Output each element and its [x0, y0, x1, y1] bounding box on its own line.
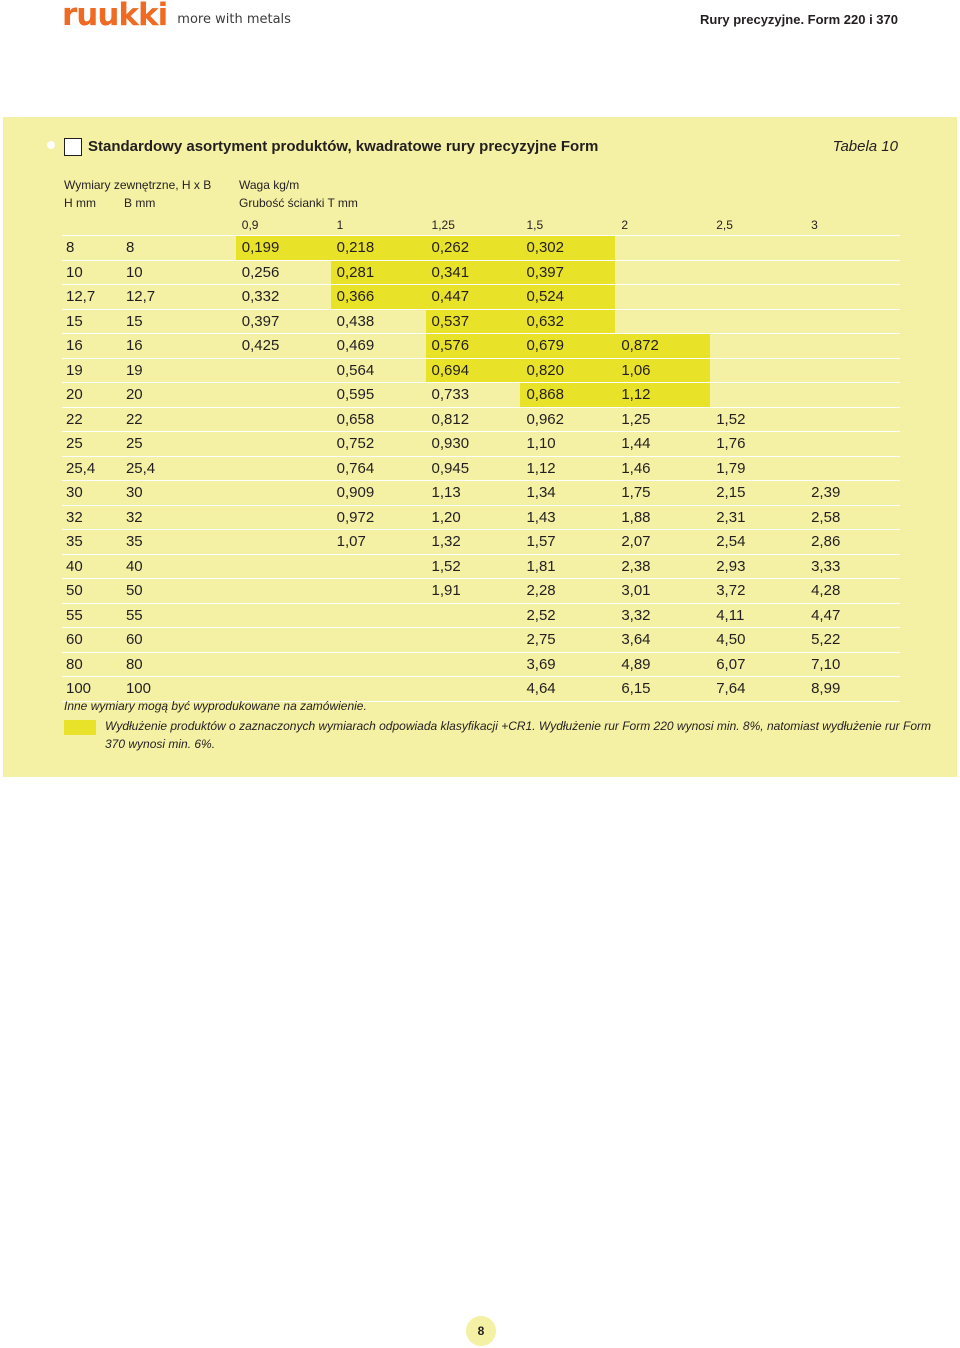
weight-cell: 1,12 [615, 383, 710, 408]
weight-cell [710, 309, 805, 334]
weight-cell: 0,632 [520, 309, 615, 334]
weight-cell: 2,38 [615, 554, 710, 579]
weight-cell [805, 334, 900, 359]
weight-cell [710, 236, 805, 261]
weight-cell: 1,79 [710, 456, 805, 481]
weight-cell [805, 407, 900, 432]
weight-cell: 2,28 [520, 579, 615, 604]
weight-cell: 1,76 [710, 432, 805, 457]
h-cell: 60 [62, 628, 120, 653]
weight-table [62, 215, 900, 702]
weight-cell: 8,99 [805, 677, 900, 702]
b-cell: 35 [120, 530, 236, 555]
weight-cell: 0,764 [331, 456, 426, 481]
weight-cell: 1,91 [426, 579, 521, 604]
ruukki-logo [62, 0, 291, 33]
weight-cell: 2,07 [615, 530, 710, 555]
weight-cell: 1,06 [615, 358, 710, 383]
table-row [62, 530, 900, 555]
table-row [62, 236, 900, 261]
weight-cell [236, 383, 331, 408]
table-row [62, 505, 900, 530]
highlight-legend-swatch [64, 720, 96, 735]
weight-cell: 0,595 [331, 383, 426, 408]
weight-cell: 2,75 [520, 628, 615, 653]
weight-cell: 1,25 [615, 407, 710, 432]
weight-cell [710, 383, 805, 408]
b-cell: 25,4 [120, 456, 236, 481]
weight-cell [426, 677, 521, 702]
weight-cell [805, 358, 900, 383]
weight-cell [236, 530, 331, 555]
b-cell: 25 [120, 432, 236, 457]
weight-cell [236, 407, 331, 432]
h-cell: 8 [62, 236, 120, 261]
weight-cell [710, 358, 805, 383]
thickness-header-cell: 0,9 [236, 215, 331, 236]
weight-cell [236, 677, 331, 702]
b-cell: 40 [120, 554, 236, 579]
weight-cell: 4,28 [805, 579, 900, 604]
empty-cell [120, 215, 236, 236]
weight-cell: 3,64 [615, 628, 710, 653]
weight-cell [805, 236, 900, 261]
weight-cell: 0,576 [426, 334, 521, 359]
b-cell: 30 [120, 481, 236, 506]
weight-cell: 1,46 [615, 456, 710, 481]
weight-cell: 0,962 [520, 407, 615, 432]
h-cell: 30 [62, 481, 120, 506]
weight-cell: 5,22 [805, 628, 900, 653]
weight-cell: 0,972 [331, 505, 426, 530]
h-cell: 22 [62, 407, 120, 432]
weight-cell: 0,524 [520, 285, 615, 310]
h-cell: 19 [62, 358, 120, 383]
weight-cell: 2,31 [710, 505, 805, 530]
h-column-header: H mm [64, 196, 96, 210]
table-row [62, 456, 900, 481]
weight-cell: 1,57 [520, 530, 615, 555]
empty-cell [62, 215, 120, 236]
h-cell: 32 [62, 505, 120, 530]
thickness-header-cell: 1,25 [426, 215, 521, 236]
thickness-header-cell: 2,5 [710, 215, 805, 236]
weight-cell: 2,86 [805, 530, 900, 555]
weight-cell [331, 579, 426, 604]
weight-cell: 7,64 [710, 677, 805, 702]
weight-cell: 0,868 [520, 383, 615, 408]
weight-cell [615, 260, 710, 285]
weight-cell [805, 260, 900, 285]
weight-cell: 2,39 [805, 481, 900, 506]
weight-cell [236, 554, 331, 579]
weight-cell: 0,658 [331, 407, 426, 432]
thickness-header-cell: 3 [805, 215, 900, 236]
weight-cell: 3,01 [615, 579, 710, 604]
weight-cell [426, 603, 521, 628]
h-cell: 16 [62, 334, 120, 359]
weight-cell [805, 383, 900, 408]
weight-cell: 0,397 [520, 260, 615, 285]
b-cell: 12,7 [120, 285, 236, 310]
b-cell: 55 [120, 603, 236, 628]
weight-cell: 0,341 [426, 260, 521, 285]
weight-cell: 2,15 [710, 481, 805, 506]
table-label: Tabela 10 [832, 138, 898, 155]
table-row [62, 260, 900, 285]
section-title: Standardowy asortyment produktów, kwadratowe rury precyzyjne Form [88, 138, 599, 155]
weight-cell [331, 677, 426, 702]
weight-cell [710, 285, 805, 310]
weight-cell: 2,93 [710, 554, 805, 579]
weight-cell [236, 628, 331, 653]
weight-cell: 1,20 [426, 505, 521, 530]
h-cell: 50 [62, 579, 120, 604]
h-cell: 12,7 [62, 285, 120, 310]
weight-cell: 2,52 [520, 603, 615, 628]
weight-cell: 0,694 [426, 358, 521, 383]
table-row [62, 554, 900, 579]
weight-header: Waga kg/m [239, 178, 300, 192]
weight-cell [710, 334, 805, 359]
weight-cell: 1,12 [520, 456, 615, 481]
table-row [62, 628, 900, 653]
b-cell: 8 [120, 236, 236, 261]
weight-cell: 0,218 [331, 236, 426, 261]
highlight-legend-note: Wydłużenie produktów o zaznaczonych wymiarach odpowiada klasyfikacji +CR1. Wydłużenie rur Form 220 wynosi min. 8%, natomiast wydłużenie rur Form 370 wynosi min. 6%. [105, 719, 932, 751]
h-cell: 100 [62, 677, 120, 702]
weight-cell: 1,88 [615, 505, 710, 530]
table-row [62, 677, 900, 702]
weight-cell: 0,909 [331, 481, 426, 506]
table-row [62, 407, 900, 432]
weight-cell: 0,199 [236, 236, 331, 261]
weight-cell [805, 285, 900, 310]
weight-cell [615, 236, 710, 261]
weight-cell: 1,10 [520, 432, 615, 457]
weight-cell: 4,64 [520, 677, 615, 702]
weight-cell: 1,81 [520, 554, 615, 579]
document-title: Rury precyzyjne. Form 220 i 370 [700, 12, 898, 27]
h-cell: 25,4 [62, 456, 120, 481]
weight-cell [236, 505, 331, 530]
b-cell: 80 [120, 652, 236, 677]
weight-cell [426, 652, 521, 677]
b-cell: 22 [120, 407, 236, 432]
weight-cell: 0,752 [331, 432, 426, 457]
table-row [62, 285, 900, 310]
checkbox-icon [64, 138, 82, 156]
weight-cell: 1,43 [520, 505, 615, 530]
weight-cell: 0,733 [426, 383, 521, 408]
weight-cell [710, 260, 805, 285]
weight-cell: 0,397 [236, 309, 331, 334]
weight-cell: 0,302 [520, 236, 615, 261]
h-cell: 80 [62, 652, 120, 677]
weight-cell [236, 358, 331, 383]
weight-cell: 1,44 [615, 432, 710, 457]
table-row [62, 334, 900, 359]
table-row [62, 652, 900, 677]
weight-cell: 0,469 [331, 334, 426, 359]
weight-cell [805, 456, 900, 481]
weight-cell: 7,10 [805, 652, 900, 677]
weight-cell [615, 285, 710, 310]
weight-cell: 2,54 [710, 530, 805, 555]
weight-cell: 1,13 [426, 481, 521, 506]
table-row [62, 579, 900, 604]
weight-cell [426, 628, 521, 653]
weight-cell: 0,872 [615, 334, 710, 359]
weight-cell: 0,425 [236, 334, 331, 359]
weight-cell [331, 628, 426, 653]
weight-cell: 6,15 [615, 677, 710, 702]
weight-cell: 3,69 [520, 652, 615, 677]
weight-cell [236, 432, 331, 457]
b-cell: 20 [120, 383, 236, 408]
thickness-header-cell: 1,5 [520, 215, 615, 236]
weight-cell: 0,679 [520, 334, 615, 359]
weight-cell: 4,50 [710, 628, 805, 653]
dims-header: Wymiary zewnętrzne, H x B [64, 178, 212, 192]
logo-tagline: more with metals [177, 11, 291, 27]
weight-cell: 0,262 [426, 236, 521, 261]
weight-cell: 3,32 [615, 603, 710, 628]
bullet-icon [47, 141, 55, 149]
weight-cell: 0,332 [236, 285, 331, 310]
b-cell: 60 [120, 628, 236, 653]
thickness-header: Grubość ścianki T mm [239, 196, 358, 210]
weight-cell: 0,945 [426, 456, 521, 481]
weight-cell: 0,537 [426, 309, 521, 334]
table-row [62, 481, 900, 506]
b-cell: 32 [120, 505, 236, 530]
weight-cell: 1,52 [710, 407, 805, 432]
table-row [62, 358, 900, 383]
weight-cell [331, 652, 426, 677]
weight-cell [236, 603, 331, 628]
weight-cell: 2,58 [805, 505, 900, 530]
h-cell: 15 [62, 309, 120, 334]
b-cell: 19 [120, 358, 236, 383]
product-range-panel [3, 117, 957, 777]
b-cell: 15 [120, 309, 236, 334]
h-cell: 40 [62, 554, 120, 579]
weight-cell [805, 432, 900, 457]
weight-cell [236, 456, 331, 481]
weight-cell [236, 579, 331, 604]
weight-cell: 3,33 [805, 554, 900, 579]
weight-cell: 0,438 [331, 309, 426, 334]
b-cell: 50 [120, 579, 236, 604]
weight-cell: 0,564 [331, 358, 426, 383]
weight-cell: 3,72 [710, 579, 805, 604]
h-cell: 10 [62, 260, 120, 285]
weight-cell: 0,447 [426, 285, 521, 310]
h-cell: 55 [62, 603, 120, 628]
thickness-header-cell: 1 [331, 215, 426, 236]
weight-cell: 0,281 [331, 260, 426, 285]
weight-cell: 0,930 [426, 432, 521, 457]
weight-cell [615, 309, 710, 334]
other-sizes-note: Inne wymiary mogą być wyprodukowane na zamówienie. [64, 699, 367, 713]
b-cell: 16 [120, 334, 236, 359]
weight-cell: 0,366 [331, 285, 426, 310]
weight-cell: 1,32 [426, 530, 521, 555]
b-cell: 100 [120, 677, 236, 702]
weight-cell [331, 554, 426, 579]
table-row [62, 383, 900, 408]
weight-cell: 0,256 [236, 260, 331, 285]
logo-wordmark: ruukki [62, 0, 168, 33]
h-cell: 25 [62, 432, 120, 457]
weight-cell: 0,820 [520, 358, 615, 383]
weight-cell: 4,89 [615, 652, 710, 677]
weight-cell: 1,52 [426, 554, 521, 579]
weight-cell: 1,07 [331, 530, 426, 555]
thickness-row [62, 215, 900, 236]
page-number: 8 [466, 1316, 496, 1346]
weight-cell: 0,812 [426, 407, 521, 432]
weight-cell: 4,47 [805, 603, 900, 628]
table-row [62, 603, 900, 628]
weight-cell [805, 309, 900, 334]
thickness-header-cell: 2 [615, 215, 710, 236]
weight-cell: 1,34 [520, 481, 615, 506]
weight-cell [236, 652, 331, 677]
b-column-header: B mm [124, 196, 156, 210]
weight-cell [331, 603, 426, 628]
table-row [62, 432, 900, 457]
weight-cell: 1,75 [615, 481, 710, 506]
h-cell: 35 [62, 530, 120, 555]
weight-cell [236, 481, 331, 506]
weight-cell: 6,07 [710, 652, 805, 677]
h-cell: 20 [62, 383, 120, 408]
b-cell: 10 [120, 260, 236, 285]
weight-cell: 4,11 [710, 603, 805, 628]
table-row [62, 309, 900, 334]
